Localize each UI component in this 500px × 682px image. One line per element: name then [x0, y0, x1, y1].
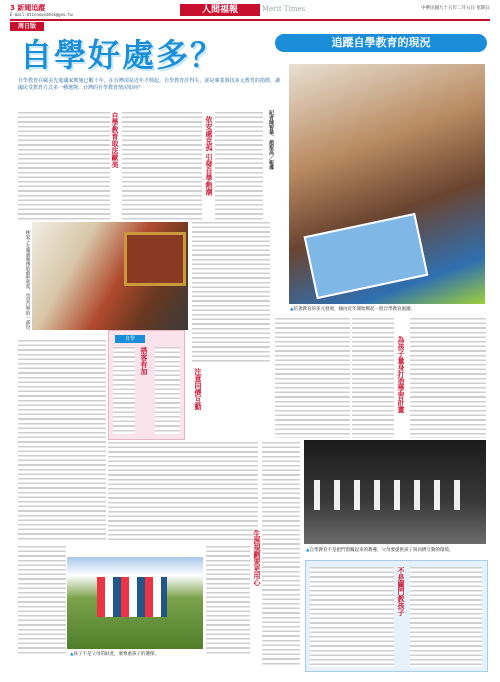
sidebar-tag: 自學 [115, 335, 145, 343]
section-title-5: 生涯規劃要更用心 [253, 530, 261, 586]
caption-marker-icon: ▲ [290, 307, 294, 312]
article-column-7 [410, 318, 486, 438]
article-column-3 [215, 112, 263, 222]
bottom-right-box [305, 560, 488, 672]
article-column-1 [18, 112, 110, 222]
masthead [10, 3, 490, 23]
painting-frame [124, 232, 186, 286]
children-shape [97, 577, 167, 617]
article-column-4 [192, 222, 270, 362]
photo-caption: ▲陪著教育的多元發展，國內近年開始興起一股自學教育風潮。 [290, 307, 415, 312]
dance-photo [304, 440, 486, 544]
playground-caption: ▲孩子不是父母的財產，要尊重孩子的選擇。 [70, 652, 159, 657]
sidebar-text-2 [113, 347, 135, 435]
intro-paragraph: 自學教育在歐美先進國家實施已數十年，在台灣卻是近年才興起。自學教育許得失，卻是專業與技多元教育的指標，讓國民受教育方式多一種選擇，台灣的自學教育情況如何？ [18, 78, 280, 91]
caption-marker-icon: ▲ [70, 652, 74, 657]
byline: 記者陳智華、趙聖高／報導 [268, 110, 274, 170]
article-column-12 [206, 546, 250, 656]
headline: 自學好處多？ [20, 36, 225, 74]
dancers-silhouette [314, 480, 474, 510]
article-column-5 [275, 318, 350, 438]
email: E-mail:mtinnewsdesk@gov.tw [10, 12, 73, 17]
caption-marker-icon: ▲ [306, 548, 310, 553]
museum-caption: 林家子女閱讀廣博的藝術欣賞，也是自學的一部份。 [25, 230, 30, 334]
section-title-4: 注意同儕互動 [194, 368, 202, 410]
dance-caption: ▲自學教育不是把門窗關起來的教導，父母要提供孩子與同儕互動的環境。 [306, 548, 454, 553]
article-column-8 [18, 340, 106, 540]
subheadline: 追蹤自學教育的現況 [275, 34, 487, 52]
publish-date: 中華民國九十五年二月五日 星期日 [421, 6, 490, 11]
article-column-9 [108, 442, 258, 542]
museum-photo [32, 222, 188, 330]
sidebar-box [108, 330, 185, 440]
section-title-7: 不是關門教孩子 [397, 567, 405, 616]
header-rule [10, 19, 490, 21]
sidebar-text [155, 347, 180, 435]
article-column-10 [262, 442, 300, 667]
playground-photo [67, 557, 203, 649]
section-tag: 周日版 [10, 22, 44, 31]
sidebar-title: 搭客有加 [140, 347, 148, 375]
mother-child-photo [289, 64, 485, 304]
box-text-1 [310, 567, 394, 667]
article-column-6 [352, 318, 394, 438]
box-text-2 [410, 567, 482, 667]
section-title-1: 自學教育取法歐美 [111, 112, 119, 168]
article-column-11 [18, 546, 66, 656]
book-shape [304, 213, 429, 299]
article-column-2 [122, 112, 202, 222]
newspaper-logo: 人間福報 [180, 4, 260, 16]
section-title-2: 依安處克孤 引發自學熱潮 [205, 116, 213, 196]
section-title-3: 為孩子量身打造學習計畫 [397, 336, 405, 413]
newspaper-logo-sub: Merit Times [262, 5, 306, 13]
page-number: 3 新聞追蹤 [10, 4, 46, 12]
